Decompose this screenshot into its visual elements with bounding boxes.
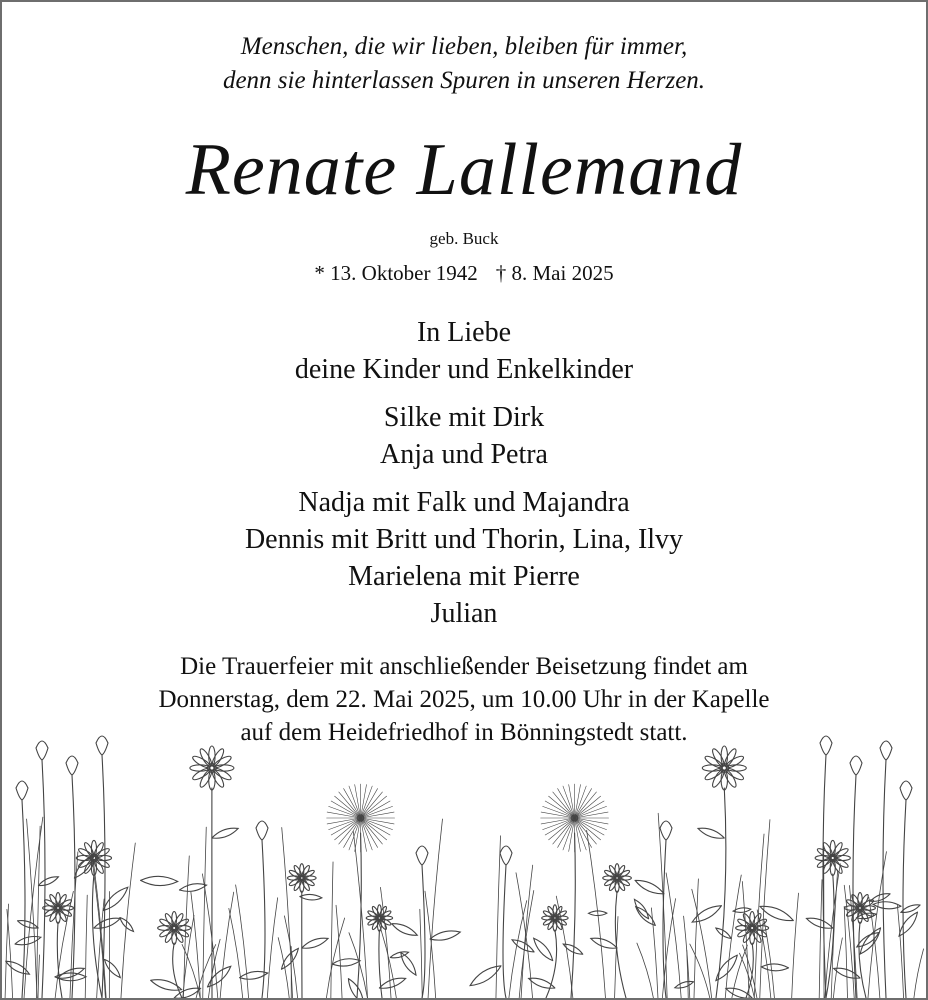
children-list (2, 399, 926, 473)
mourners-intro (2, 314, 926, 388)
service-line-2: Donnerstag, dem 22. Mai 2025, um 10.00 Uhr in der Kapelle (158, 686, 770, 713)
grandchildren-item: Marielena mit Pierre (348, 561, 580, 592)
service-line-1: Die Trauerfeier mit anschließender Beisetzung findet am (180, 653, 748, 680)
grandchildren-list (2, 484, 926, 632)
children-item: Anja und Petra (380, 439, 548, 470)
deceased-name: Renate Lallemand (185, 129, 743, 211)
birth-date: * 13. Oktober 1942 (314, 261, 478, 285)
motto-line-2: denn sie hinterlassen Spuren in unseren Herzen. (222, 67, 706, 94)
grandchildren-item: Dennis mit Britt und Thorin, Lina, Ilvy (244, 524, 684, 555)
mourners-intro-line: deine Kinder und Enkelkinder (294, 354, 634, 385)
birth-name: geb. Buck (429, 229, 499, 248)
mourners-intro-line: In Liebe (416, 317, 512, 348)
wildflower-illustration (2, 728, 926, 998)
funeral-service-info (2, 650, 926, 749)
motto (2, 30, 926, 98)
service-line-3: auf dem Heidefriedhof in Bönningstedt statt. (240, 719, 688, 746)
children-item: Silke mit Dirk (383, 402, 545, 433)
grandchildren-item: Julian (430, 598, 498, 629)
grandchildren-item: Nadja mit Falk und Majandra (298, 487, 630, 518)
motto-line-1: Menschen, die wir lieben, bleiben für immer, (240, 33, 688, 60)
life-dates (2, 259, 926, 287)
death-date: † 8. Mai 2025 (495, 261, 614, 285)
